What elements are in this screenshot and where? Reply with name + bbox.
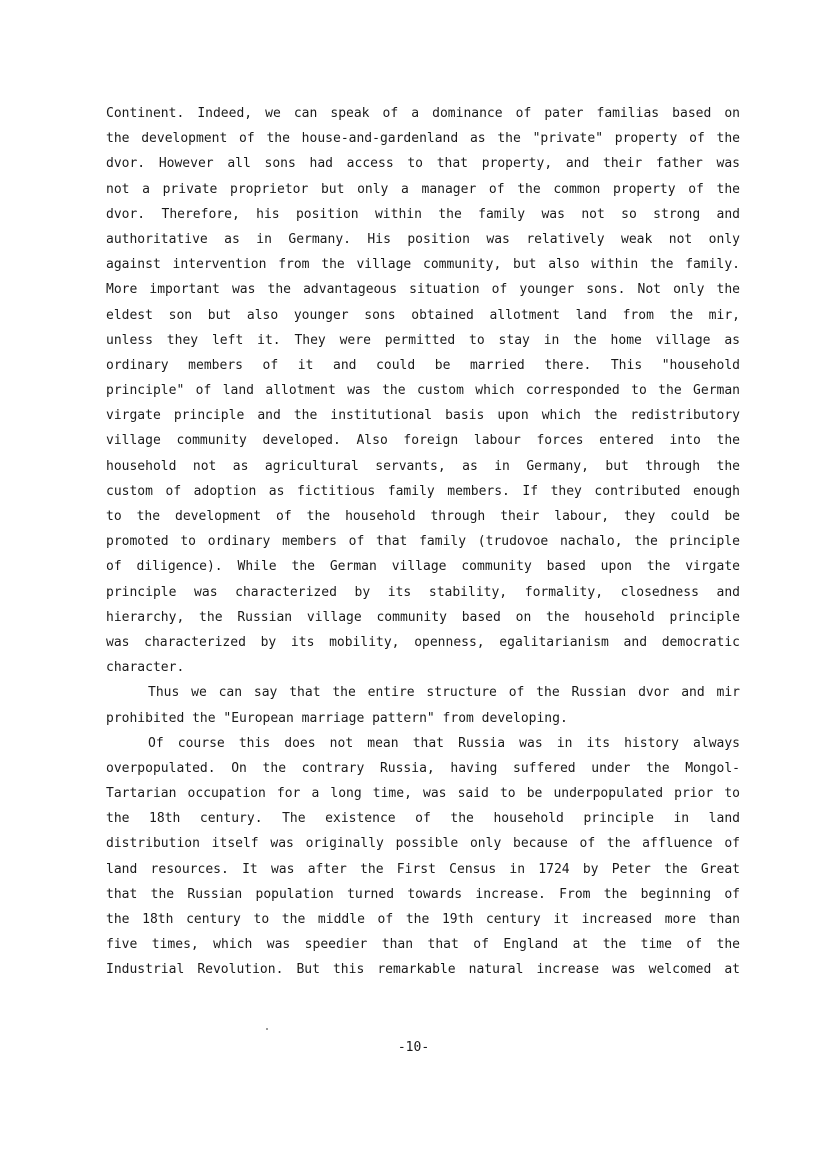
text-line: authoritative as in Germany. His position was relatively weak not only (106, 231, 740, 247)
text-line: not a private proprietor but only a manager of the common property of the (106, 181, 740, 197)
text-line: principle" of land allotment was the custom which corresponded to the German (106, 383, 740, 399)
text-line: against intervention from the village community, but also within the family. (106, 257, 740, 273)
text-line: the development of the house-and-gardenland as the "private" property of the (106, 131, 740, 147)
text-line: ordinary members of it and could be married there. This "household (106, 357, 740, 373)
text-line: Thus we can say that the entire structure of the Russian dvor and mir (148, 685, 740, 701)
text-line: virgate principle and the institutional basis upon which the redistributory (106, 408, 740, 424)
text-line: Of course this does not mean that Russia was in its history always (148, 735, 740, 751)
text-line: prohibited the "European marriage pattern" from developing. (106, 710, 568, 726)
text-line: character. (106, 660, 185, 676)
text-line: hierarchy, the Russian village community based on the household principle (106, 609, 740, 625)
text-line: of diligence). While the German village community based upon the virgate (106, 559, 740, 575)
text-line: Continent. Indeed, we can speak of a dominance of pater familias based on (106, 106, 740, 121)
text-line: More important was the advantageous situation of younger sons. Not only the (106, 282, 740, 298)
text-line: eldest son but also younger sons obtained allotment land from the mir, (106, 307, 740, 323)
text-line: Tartarian occupation for a long time, was said to be underpopulated prior to (106, 786, 740, 802)
text-line: land resources. It was after the First Census in 1724 by Peter the Great (106, 861, 740, 877)
text-line: household not as agricultural servants, as in Germany, but through the (106, 458, 740, 474)
text-line: unless they left it. They were permitted to stay in the home village as (106, 332, 740, 348)
text-line: that the Russian population turned towards increase. From the beginning of (106, 886, 740, 902)
body-text (106, 101, 740, 983)
scan-speck (266, 1028, 268, 1030)
text-line: Industrial Revolution. But this remarkable natural increase was welcomed at (106, 962, 740, 978)
text-line: the 18th century. The existence of the household principle in land (106, 811, 740, 827)
text-line: was characterized by its mobility, openness, egalitarianism and democratic (106, 634, 740, 650)
text-line: five times, which was speedier than that of England at the time of the (106, 937, 740, 953)
text-line: village community developed. Also foreign labour forces entered into the (106, 433, 740, 449)
text-line: principle was characterized by its stability, formality, closedness and (106, 584, 740, 600)
text-line: the 18th century to the middle of the 19th century it increased more than (106, 912, 740, 927)
text-line: to the development of the household through their labour, they could be (106, 509, 740, 524)
page-number: -10- (397, 1040, 430, 1055)
text-line: custom of adoption as fictitious family members. If they contributed enough (106, 483, 740, 499)
text-line: promoted to ordinary members of that family (trudovoe nachalo, the principle (106, 534, 740, 550)
text-line: overpopulated. On the contrary Russia, having suffered under the Mongol- (106, 760, 740, 776)
text-line: distribution itself was originally possible only because of the affluence of (106, 836, 740, 852)
text-line: dvor. Therefore, his position within the family was not so strong and (106, 206, 740, 222)
text-line: dvor. However all sons had access to that property, and their father was (106, 156, 740, 172)
